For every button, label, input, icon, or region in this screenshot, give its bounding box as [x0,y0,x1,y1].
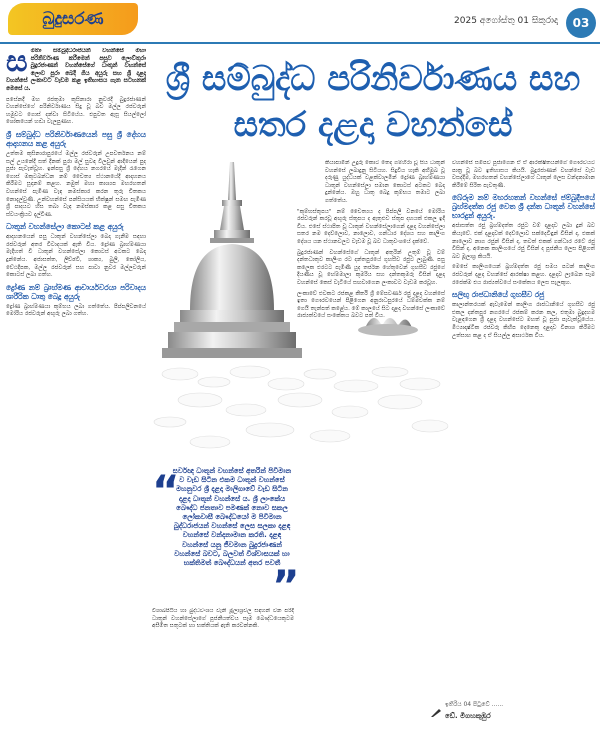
column-3 [297,160,445,734]
subheading-drona: ද්‍රෝණ නම් බ්‍රාහ්මණ ආචාර්යවරයා පරිවාදය ශාරීරික ධාතු බෙදූ අයුරු [6,282,146,301]
column-4-paragraph-1: වහන්සේ සමීපව පූජාගෙන ඒ ඒ ආරක්ෂිතයන්ගේ ගෞරවයට පාත්‍ර වූ බව ඉතිහාසය කියයි. බුදුරජාණන් වහන්සේ වැඩ වසද්දීම, මහරහතන් වහන්සේලාගේ ධාතූන් ලෙස වන්දනාමාන කිරීමේ සිරිත පැවතුණි. [452,160,595,189]
continued-note: ඉතිරිය 04 පිටුවේ ...... [445,701,504,708]
column-1-paragraph-1: පසේනදී මහ රජතුමා කුසිනාරා නුවරදී බුදුරජාණන් වහන්සේගේ පරිනිර්වාණය සිදු වූ බව මල්ල රජවරුන් හමුවට ගොස් දන්වා සිටියේය. එපුවත ඇසූ සියල්ලෝ ශෝකයෙන් හඬා වැලපුණහ. [6,96,146,126]
casket-spire [210,162,254,243]
intro-text: මිතා සම්බුද්ධරාජයන් වහන්සේ මහා පරිනිර්වාණ කරීමෙන් පසුව ලොව්තුරා බුදුරජාණන් වහන්සේගේ ධාතූන් වහන්සේ ලොව පුරා බෙදී ගිය අයුරු සහ ශ්‍රී දළදා වහන්සේ ලංකාවට වැඩම කළ ඉතිහාසය ගැන සටහනක් මෙසේ ය. [6,48,146,92]
column-1-paragraph-2: උත්තම කුසිනාරාපුරයේ මල්ල රජවරුන් උපවර්තනය නම් සල් උයනේදී සත් දිනක් පුරා මල් සුවඳ විලවුන් ආදියෙන් පුද පූජා පැවැත්වූහ. ඉන්පසු ශ්‍රී දේහය නගරයේ මැදින් රැගෙන ගොස් මකුටබන්ධන නම් චෛත්‍ය ස්ථානයේදී ආදාහනය කිරීමට සූදානම් කළහ. නමුත් මහා කාශ්‍යප මහරහතන් වහන්සේ පැමිණ වැඳ නමස්කාර කරන තුරු චිතකය නොදැල්වුණි. උන්වහන්සේ පන්සියයක් භික්ෂූන් සමඟ පැමිණ ශ්‍රී පාදයට හිස තබා වැඳ නමස්කාර කළ පසු චිතකය ස්වයංක්‍රියව දැල්විණ. [6,150,146,218]
column-4-paragraph-2: අජාසත්ත රජු බ්‍රහ්මදත්ත රජුට වම් දළදාව ලබා දුන් බව කියැවේ. එක් දළදාවක් දෙව්ලොව සක්දෙවිඳුන් විසින් ද, එකක් නාලොව නාග රජුන් විසින් ද, තවත් එකක් ගන්ධාර රටේ රජු විසින් ද, අනෙක කාලිංගයේ රජු විසින් ද පූජනීය ලෙස පිළිගත් බව මූලාශ්‍ර කියයි. [452,223,595,260]
newspaper-logo: බුදුසරණ [8,3,138,35]
subheading-cremation: ශ්‍රී සම්බුද්ධ පරිනිර්වාණයෙන් පසු ශ්‍රී දේහය ආදාහනය කළ අයුරු [6,129,146,148]
column-4-paragraph-3: මෙසේ කාලිංගයෙන් බ්‍රහ්මදත්ත රජු සමය පටන් කාලිංග රජවරුන් දළදා වහන්සේ ආරක්ෂා කළහ. දළදාව ලැබෙන සෑම රජෙක්ම එය රාජ්‍යත්වයේ සංකේතය ලෙස සැලකූහ. [452,264,595,286]
masthead [0,0,600,44]
subheading-guhasiva: සලිඟු රාජධානියේ ගුහසීව රජු [452,290,545,300]
column-3-paragraph-2: "කුම්භස්තූපය" නම් චෛත්‍යය ද පිප්පලි වනයේ මෝරිය රජවරුන් කරවූ අඟුරු ස්තූපය ද ඇතුළුව ස්තූප දහයක් එකල ඉදි විය. එසේ ස්ථාපිත වූ ධාතූන් වහන්සේලාගෙන් දළදා වහන්සේලා සතර නම දෙව්ලොව, නාලොව, ගන්ධාර දේශය සහ කාලිංග දේශය යන ස්ථානවලට වැඩම වූ බව ධාතුවංශයේ දැක්වේ. [297,208,445,245]
column-3-paragraph-4: ලංකාවේ එවකට රජකළ කීර්ති ශ්‍රී මේඝවර්ණ රජු දළදා වහන්සේ ඉතා ගෞරවයෙන් පිළිගෙන අනුරාධපුරයේ ධම්මචක්ක නම් ගෙයි තැන්පත් කළේය. මේ කාලයේ සිට දළදා වහන්සේ ලංකාවේ රාජ්‍යත්වයේ සංකේතය බවට පත් විය. [297,290,445,320]
intro-block [6,48,146,94]
column-4 [452,160,595,700]
column-1-paragraph-4: ද්‍රෝණ බ්‍රාහ්මණයා කුම්භය ලබා ගත්තේය. පිප්පලිවනයේ මෝරිය රජවරුන් අඟුරු ලබා ගත්හ. [6,303,146,318]
pull-quote: සර්වඥ ධාතූන් වහන්සේ අතරින් පිවිමාන ව වැඩ සිටින එකම ධාතූන් වහන්සේ මහනුවර ශ්‍රී දළදා මාලිගාවේ වැඩ සිටින දළදා ධාතූන් වහන්සේ ය. ශ්‍රී ලාංකේය බෞද්ධ ජනතාව පමණක් නොව සකල ලෝකවාසී බෞද්ධයෝ ම පිවිමාන බුද්ධරාජයන් වහන්සේ ලෙස සලකා දළඳ වහන්සේ වන්දනාමාන කරති. දළඳ වහන්සේ යනු ජීවමාන බුදුරජාණන් වහන්සේ බවට, බලවත් විශ්වාසයක් හා භක්තිමත් බෞද්ධයන් අතර පවතී [172,467,292,568]
subheading-brahmadatta: බේරුම නම් මහරහතන් වහන්සේ ජම්බුදීපයේ බ්‍රහ්මදත්ත රජු වෙත ශ්‍රී දන්ත ධාතූන් වහන්සේ භාරදුන් අයුරු. [452,193,595,221]
column-2-paragraph: විශාඛපිඨිය හා බුද්ධවංශය වැනි මූලාශ්‍රවල සඳහන් වන පරිදි ධාතූන් වහන්සේලාගේ පූජනීයත්වය සෑම බෞද්ධයෙකුටම අසීමිත සතුටක් හා භක්තියක් ඇති කරවන්නකි. [152,608,294,630]
column-2-lower [152,608,294,734]
subheading-relics-division: ධාතූන් වහන්සේලා කොටස් කළ අයුරු [6,222,124,232]
drop-cap: ස [6,48,28,79]
column-1 [6,48,146,734]
column-3-paragraph-3: බුදුරජාණන් වහන්සේගේ ධාතූන් අතුරින් උතුම් වූ වම් දන්තධාතුව කාලිංග රට දන්තපුරයේ ගුහසීව රජුට ලැබුණි. පසු කලෙක එරටට පැමිණි යුද තර්ජන හේතුවෙන් ගුහසීව රජුගේ දියණිය වූ හේමමාලා කුමරිය සහ දන්තකුමරු විසින් දළදා වහන්සේ කෙස් වැටියේ සඟවාගෙන ලංකාවට වැඩම කරවූහ. [297,249,445,286]
column-1-paragraph-3: ආදාහනයෙන් පසු ධාතූන් වහන්සේලා බෙදා ගැනීම සඳහා රජවරුන් අතර විවාදයක් ඇති විය. ද්‍රෝණ බ්‍රාහ්මණයා මැදිහත් වී ධාතූන් වහන්සේලා කොටස් අටකට බෙදා දුන්නේය. අජාසත්ත, ලිච්ඡවී, ශාක්‍ය, බුලි, කෝලිය, වේඨදීපක, මල්ල රජවරුන් සහ පාවා නුවර මල්ලවරුන් කොටස් ලබා ගත්හ. [6,234,146,279]
column-3-paragraph-1: කියාපාමින් උදුරු කොට තෙද ගම්හිරා වූ සිය ධාතූන් වහන්සේ ලබාදුනු සිටියහ. සිදුවිය හැකි අභිමුඛ වූ දරුණු යුද්ධයක් වළක්වාලමින් ද්‍රෝණ බ්‍රාහ්මණයා ධාතූන් වහන්සේලා සමාන කොටස් අටකට බෙදා දුන්නේය. ඔහු ධාතු බෙදූ කුම්භය තමාට ලබා ගත්තේය. [325,160,445,204]
casket-dome [162,244,302,358]
close-quote-mark: ” [272,561,300,610]
author-byline: ඩේ. මීගහකුඹුර [445,712,491,720]
issue-date: 2025 අගෝස්තු 01 සිකුරාදා [454,16,558,26]
headline [150,56,596,148]
column-4-paragraph-4: කාලාන්තරයක් ඇවෑමෙන් කාලිංග රාජධානියේ ගුහසීව රජු එකල දන්තපුර නගරයේ රජකම් කරන කල, එතුමා බුදුදහම වැළඳගෙන ශ්‍රී දළදා වහන්සේට මහත් වූ පූජා පැවැත්වූයේය. මිථ්‍යාදෘෂ්ටික රජවරු කිහිප දෙනෙකු දළදාව විනාශ කිරීමට උත්සාහ කළ ද ඒ සියල්ල අසාර්ථක විය. [452,302,595,339]
headline-line-1: ශ්‍රී සම්බුද්ධ පරිනිර්වාණය සහ [165,59,581,99]
page-number: 03 [566,8,596,38]
pen-icon [430,708,442,718]
open-quote-mark: “ [152,466,180,515]
headline-line-2: සතර දළදා වහන්සේ [233,105,513,145]
